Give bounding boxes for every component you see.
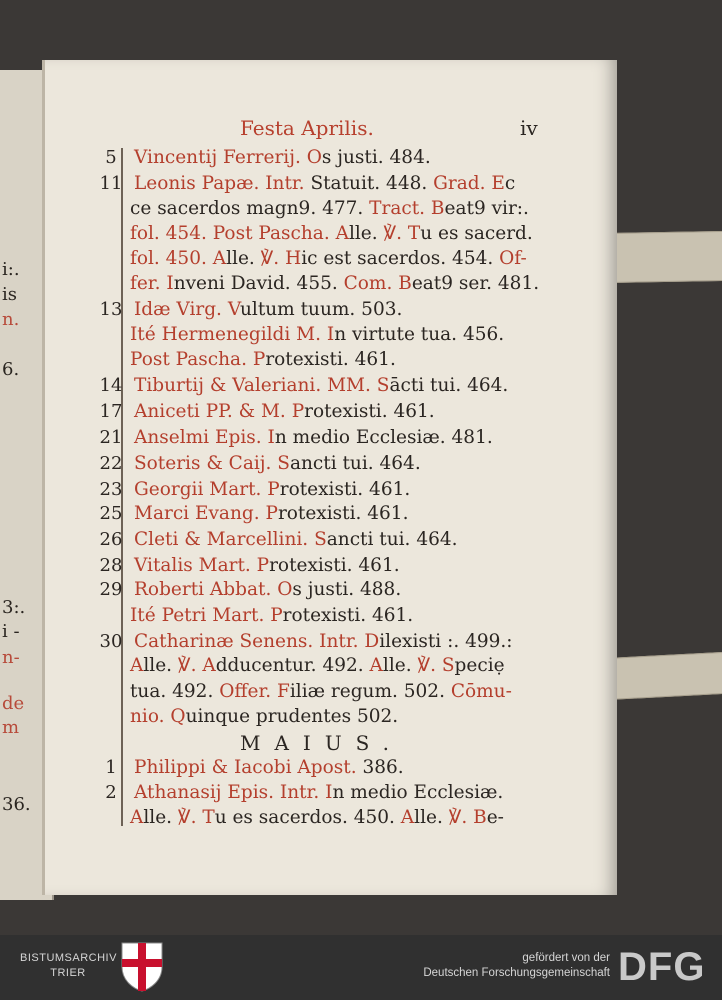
body-text: lle.	[143, 655, 178, 676]
rubric-text: Vitalis Mart. P	[134, 555, 270, 576]
funding-note-line2: Deutschen Forschungsgemeinschaft	[423, 967, 610, 979]
page-header-title: Festa Aprilis.	[240, 116, 374, 140]
body-text: ce sacerdos magn9. 477.	[130, 198, 370, 219]
body-text: lle.	[143, 807, 178, 828]
entry-text	[134, 172, 515, 196]
page-tab-top	[610, 231, 722, 283]
left-page-fragment: i -	[2, 621, 20, 642]
body-text: rotexisti. 461.	[304, 401, 435, 422]
body-text: ancti tui. 464.	[289, 453, 421, 474]
rubric-text: Com. B	[343, 273, 412, 294]
body-text: rotexisti. 461.	[277, 503, 409, 524]
body-text: lle.	[382, 655, 418, 676]
day-number: 5	[105, 147, 117, 168]
body-text: n medio Ecclesiæ.	[332, 782, 504, 803]
left-page-fragment: 6.	[2, 359, 20, 380]
entry-text	[134, 146, 431, 170]
rubric-text: A	[130, 807, 144, 828]
entry-text	[130, 197, 529, 221]
entry-text	[134, 298, 402, 322]
left-page-fragment: de	[2, 693, 25, 714]
rubric-text: Tract. B	[369, 198, 445, 219]
trier-shield-icon	[120, 941, 164, 993]
body-text: c	[504, 173, 516, 194]
body-text: lle.	[414, 807, 449, 828]
body-text: tua. 492.	[130, 681, 220, 702]
rubric-text: Offer. F	[219, 681, 290, 702]
body-text: peciẹ	[454, 655, 505, 676]
day-number: 29	[99, 579, 123, 600]
entry-text	[130, 222, 533, 246]
body-text: ilexisti :. 499.:	[379, 631, 513, 652]
rubric-text: A	[400, 807, 415, 828]
month-heading: MAIUS.	[240, 731, 404, 755]
body-text: Statuit. 448.	[310, 173, 434, 194]
rubric-text: Idæ Virg. V	[134, 299, 240, 320]
day-number: 26	[99, 529, 123, 550]
left-page-fragment: n-	[2, 647, 20, 668]
day-number: 21	[99, 427, 123, 448]
entry-text	[134, 478, 410, 502]
dfg-logo: DFG	[618, 945, 706, 989]
rubric-text: Cōmu-	[450, 681, 512, 702]
day-number: 11	[99, 173, 123, 194]
entry-text	[134, 400, 435, 424]
archive-name	[20, 951, 116, 981]
rubric-text: fol. 450. A	[130, 248, 227, 269]
entry-text	[130, 323, 504, 347]
left-page-fragment: 3:.	[2, 597, 26, 618]
rubric-text: Soteris & Caij. S	[134, 453, 290, 474]
day-number: 25	[99, 503, 123, 524]
rubric-text: ℣. A	[177, 655, 216, 676]
rubric-text: Roberti Abbat. O	[134, 579, 293, 600]
rubric-text: ℣. H	[260, 248, 302, 269]
body-text: e-	[486, 807, 504, 828]
rubric-text: fol. 454. Post Pascha. A	[130, 223, 349, 244]
body-text: eat9 ser. 481.	[411, 273, 540, 294]
rubric-text: Tiburtij & Valeriani. MM. S	[134, 375, 390, 396]
body-text: uinque prudentes 502.	[185, 706, 399, 727]
archive-name-line1: BISTUMSARCHIV	[20, 952, 117, 964]
body-text: rotexisti. 461.	[265, 349, 396, 370]
entry-text	[130, 806, 504, 830]
left-page-fragment: i:.	[2, 259, 20, 280]
body-text: rotexisti. 461.	[269, 555, 400, 576]
left-page-fragment: is	[2, 284, 17, 305]
body-text: ultum tuum. 503.	[240, 299, 403, 320]
rubric-text: Ité Hermenegildi M. I	[130, 324, 335, 345]
footer-bar	[0, 935, 722, 1000]
rubric-text: Ité Petri Mart. P	[130, 605, 283, 626]
rubric-text: Philippi & Iacobi Apost.	[134, 757, 363, 778]
entry-text	[134, 374, 508, 398]
day-number: 17	[99, 401, 123, 422]
entry-text	[134, 452, 421, 476]
body-text: rotexisti. 461.	[279, 479, 411, 500]
body-text: s justi. 488.	[292, 579, 402, 600]
body-text: nveni David. 455.	[173, 273, 344, 294]
day-number: 22	[99, 453, 123, 474]
rubric-text: Catharinæ Senens. Intr. D	[134, 631, 380, 652]
entry-text	[130, 247, 527, 271]
funding-note-line1: gefördert von der	[522, 952, 610, 964]
rubric-text: Vincentij Ferrerij.	[134, 147, 307, 168]
day-number: 14	[99, 375, 123, 396]
body-text: ācti tui. 464.	[389, 375, 509, 396]
day-number: 1	[105, 757, 117, 778]
body-text: dducentur. 492.	[215, 655, 370, 676]
body-text: n virtute tua. 456.	[334, 324, 505, 345]
entry-text	[134, 781, 503, 805]
left-page-fragment: n.	[2, 309, 20, 330]
rubric-text: Anselmi Epis. I	[134, 427, 275, 448]
rubric-text: A	[130, 655, 144, 676]
entry-text	[134, 528, 458, 552]
rubric-text: Marci Evang. P	[134, 503, 278, 524]
entry-text	[130, 654, 505, 678]
rubric-text: Georgii Mart. P	[134, 479, 280, 500]
body-text: 386.	[362, 757, 404, 778]
entry-text	[130, 348, 396, 372]
day-number: 30	[99, 631, 123, 652]
rubric-text: Post Pascha. P	[130, 349, 266, 370]
rubric-text: Athanasij Epis. Intr. I	[134, 782, 333, 803]
funding-note	[420, 951, 610, 981]
left-page-fragment: 36.	[2, 794, 31, 815]
entry-text	[134, 630, 513, 654]
body-text: ancti tui. 464.	[326, 529, 458, 550]
entry-text	[134, 554, 400, 578]
body-text: n medio Ecclesiæ. 481.	[274, 427, 493, 448]
rubric-text: Leonis Papæ. Intr.	[134, 173, 311, 194]
archive-name-line2: TRIER	[50, 967, 86, 979]
folio-number: iv	[520, 116, 538, 140]
body-text: lle.	[348, 223, 384, 244]
rubric-text: fer. I	[130, 273, 174, 294]
rubric-text: A	[369, 655, 383, 676]
body-text: s justi. 484.	[321, 147, 431, 168]
day-number: 2	[105, 782, 117, 803]
rubric-text: Aniceti PP. & M. P	[134, 401, 305, 422]
body-text: lle.	[226, 248, 261, 269]
entry-text	[134, 426, 493, 450]
body-text: u es sacerdos. 450.	[214, 807, 401, 828]
page-tab-bottom	[605, 652, 722, 700]
day-number: 23	[99, 479, 123, 500]
rubric-text: ℣. S	[417, 655, 455, 676]
entry-text	[130, 705, 398, 729]
rubric-text: Cleti & Marcellini. S	[134, 529, 327, 550]
body-text: ic est sacerdos. 454.	[301, 248, 500, 269]
left-page-fragment: m	[2, 717, 20, 738]
body-text: rotexisti. 461.	[282, 605, 414, 626]
day-number: 28	[99, 555, 123, 576]
entry-text	[134, 756, 404, 780]
entry-text	[130, 272, 539, 296]
entry-text	[134, 578, 401, 602]
rubric-text: ℣. T	[383, 223, 421, 244]
body-text: iliæ regum. 502.	[289, 681, 451, 702]
body-text: eat9 vir:.	[444, 198, 529, 219]
entry-text	[130, 680, 512, 704]
rubric-text: ℣. B	[448, 807, 487, 828]
rubric-text: Of-	[499, 248, 527, 269]
rubric-text: O	[306, 147, 322, 168]
body-text: u es sacerd.	[420, 223, 533, 244]
entry-text	[134, 502, 408, 526]
entry-text	[130, 604, 413, 628]
rubric-text: ℣. T	[177, 807, 215, 828]
day-number: 13	[99, 299, 123, 320]
rubric-text: nio. Q	[130, 706, 186, 727]
rubric-text: Grad. E	[433, 173, 505, 194]
